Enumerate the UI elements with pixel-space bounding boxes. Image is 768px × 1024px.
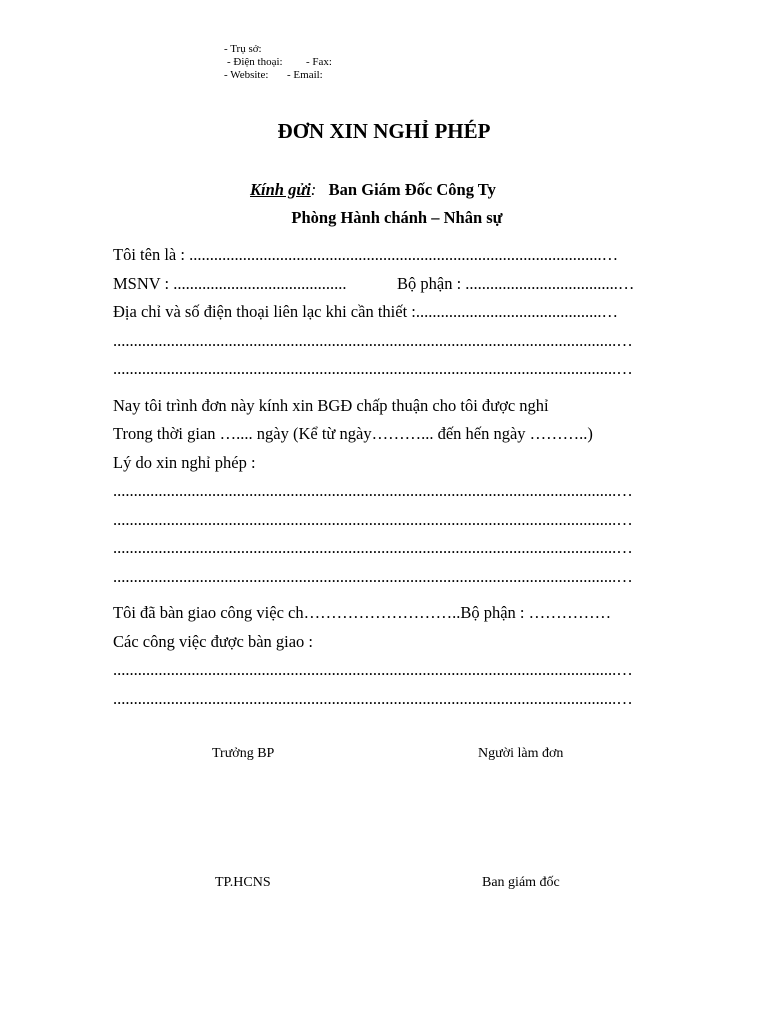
address-continuation-line: ..........................................................................................................................… — [113, 331, 633, 350]
signature-head-of-dept: Trưởng BP — [212, 746, 275, 761]
reason-line: ..........................................................................................................................… — [113, 481, 633, 500]
addressee-recipient: Ban Giám Đốc Công Ty — [328, 180, 496, 199]
handover-task-line: ..........................................................................................................................… — [113, 689, 633, 708]
handover-statement: Tôi đã bàn giao công việc ch………………………..Bộ phận : …………… — [113, 603, 612, 622]
handover-tasks-label: Các công việc được bàn giao : — [113, 632, 314, 651]
phone-label: - Điện thoại: — [227, 56, 283, 68]
fax-label: - Fax: — [306, 56, 332, 68]
address-continuation-line: ..........................................................................................................................… — [113, 359, 633, 378]
signature-hr-head: TP.HCNS — [215, 875, 271, 890]
addressee-line — [250, 180, 496, 200]
email-label: - Email: — [287, 69, 323, 81]
signature-applicant: Người làm đơn — [478, 746, 564, 761]
addressee-label: Kính gửi — [250, 180, 311, 199]
website-label: - Website: — [224, 69, 269, 81]
reason-line: ..........................................................................................................................… — [113, 567, 633, 586]
reason-label: Lý do xin nghỉ phép : — [113, 453, 256, 472]
signature-board: Ban giám đốc — [482, 875, 560, 890]
addressee-department: Phòng Hành chánh – Nhân sự — [291, 208, 503, 227]
addressee-colon: : — [310, 180, 317, 199]
address-field: Địa chỉ và số điện thoại liên lạc khi cần thiết :.............................................… — [113, 302, 618, 321]
name-field: Tôi tên là : ....................................................................................................… — [113, 245, 619, 264]
handover-task-line: ..........................................................................................................................… — [113, 660, 633, 679]
leave-period: Trong thời gian ….... ngày (Kể từ ngày………... đến hến ngày ………..) — [113, 424, 593, 443]
department-field: Bộ phận : .....................................… — [397, 274, 635, 293]
head-office-label: - Trụ sở: — [224, 43, 262, 55]
msnv-field: MSNV : .......................................... — [113, 274, 347, 293]
request-statement: Nay tôi trình đơn này kính xin BGĐ chấp thuận cho tôi được nghỉ — [113, 396, 549, 415]
document-title: ĐƠN XIN NGHỈ PHÉP — [277, 119, 491, 143]
reason-line: ..........................................................................................................................… — [113, 538, 633, 557]
reason-line: ..........................................................................................................................… — [113, 510, 633, 529]
